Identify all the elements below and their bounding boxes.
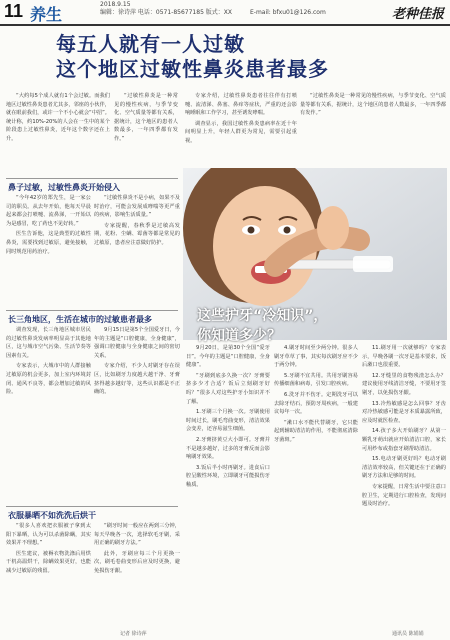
body-paragraph: “漱口水不能代替刷牙，它只能起到辅助清洁的作用，不能彻底清除牙菌斑。” bbox=[274, 419, 358, 443]
body-paragraph: 13.冷热敏感是怎么回事？牙齿对冷热敏感可能是牙本质暴露所致，应及时就医检查。 bbox=[362, 400, 446, 424]
divider bbox=[6, 506, 178, 507]
body-paragraph: 医生建议，被褥衣物洗涤后用烘干机高温烘干，除螨效果更好，也能减少过敏原的残留。 bbox=[6, 550, 91, 574]
body-paragraph: 调查发现，长三角地区城市居民的过敏性鼻炎发病率明显高于其他地区，这与城市空气污染、生活节奏等因素有关。 bbox=[6, 327, 91, 359]
body-paragraph: 9月15日是第5个全国爱牙日，今年的主题是“口腔健康，全身健康”，强调口腔健康与全身健康之间的密切关系。 bbox=[94, 327, 180, 359]
photo-title bbox=[197, 306, 327, 346]
body-paragraph: 专家提醒，春秋季是过敏高发期，花粉、尘螨、霉菌等都是常见的过敏原，患者应注意做好防护。 bbox=[94, 222, 180, 246]
section-title: 养生 bbox=[30, 5, 63, 24]
intro-right bbox=[114, 92, 178, 174]
top-right-text bbox=[300, 92, 446, 164]
body-paragraph: 医生告诉他，这是典型的过敏性鼻炎，需要找到过敏原，避免接触，同时规范用药治疗。 bbox=[6, 231, 91, 255]
body-paragraph: “今年42岁的郑先生，是一家公司的职员。从去年开始，他每天早晨起来都会打喷嚏、流鼻涕，一开始以为是感冒，吃了药也不见好转。” bbox=[6, 195, 91, 227]
section-heading-2: 长三角地区，生活在城市的过敏患者最多 bbox=[8, 315, 152, 324]
left-column-e bbox=[6, 522, 91, 636]
masthead-editor: 编辑：徐诗萍 电话：0571-85677185 版式：XX bbox=[100, 9, 233, 16]
body-paragraph: “过敏性鼻炎不是小病，如果不及时治疗，可能会发展成哮喘等更严重的疾病，影响生活质量。” bbox=[94, 195, 180, 219]
byline: 通讯员 陈娟娟 bbox=[392, 631, 424, 637]
photo-title-line-1: 这些护牙“冷知识”， bbox=[197, 308, 328, 324]
page-number: 11 bbox=[4, 1, 24, 21]
section-heading-3: 衣服暴晒不如洗洗后烘干 bbox=[8, 511, 96, 520]
photo-title-line-2: 你知道多少？ bbox=[197, 328, 281, 344]
mid-intro-paragraph: 调查显示，我国过敏性鼻炎患病率在近十年间明显上升，年轻人群更为常见，需要引起重视。 bbox=[185, 120, 297, 144]
body-paragraph: 5.牙刷不宜共用。共用牙刷容易传播细菌和病毒，引发口腔疾病。 bbox=[274, 372, 358, 388]
left-column-a bbox=[6, 194, 91, 306]
mid-intro-paragraph: 专家介绍，过敏性鼻炎患者往往伴有打喷嚏、流清涕、鼻塞、鼻痒等症状，严重的还会影响睡眠和工作学习，甚至诱发哮喘。 bbox=[185, 93, 297, 117]
mid-intro bbox=[185, 92, 297, 164]
body-paragraph: 2.牙膏挤黄豆大小即可。牙膏并不是越多越好，过多的牙膏反而会影响刷牙效果。 bbox=[186, 436, 270, 461]
headline bbox=[56, 32, 329, 82]
paper-name: 老种佳报 bbox=[391, 7, 444, 22]
left-column-d bbox=[94, 326, 180, 506]
body-paragraph: 11.刷牙用一次就够吗？专家表示，早晚各刷一次牙是基本要求，饭后漱口也很重要。 bbox=[362, 345, 446, 369]
body-paragraph: 12.牙缝里的食物残渣怎么办？建议使用牙线清洁牙缝，不要用牙签剔牙，以免损伤牙龈。 bbox=[362, 372, 446, 396]
body-paragraph: “牙刷到底多久换一次？牙膏要挤多少才合适？饭后立刻刷牙好吗？”很多人对这些护牙小知识并不了解。 bbox=[186, 372, 270, 405]
byline: 记者 徐诗萍 bbox=[120, 631, 147, 637]
body-paragraph: 专家介绍，不少人对刷牙存在误区，比如刷牙力度越大越干净、牙膏挤得越多越好等，这些认识都是不正确的。 bbox=[94, 363, 180, 396]
headline-line-1: 每五人就有一人过敏 bbox=[56, 32, 245, 56]
right-column-a bbox=[186, 344, 270, 634]
left-column-b bbox=[94, 194, 180, 306]
body-paragraph: 6.洗牙并不伤牙。定期洗牙可以去除牙结石，预防牙周疾病，一般建议每年一次。 bbox=[274, 391, 358, 416]
right-column-c bbox=[362, 344, 446, 630]
body-paragraph: 此外，牙刷应每三个月更换一次，刷毛卷曲变形后应及时更换，避免损伤牙龈。 bbox=[94, 550, 180, 574]
body-paragraph: 专家提醒，日常生活中要注意口腔卫生，定期进行口腔检查，发现问题及时治疗。 bbox=[362, 483, 446, 508]
left-column-c bbox=[6, 326, 91, 506]
masthead-email: E-mail: bfxu01@126.com bbox=[250, 9, 326, 16]
body-paragraph: 9月20日，是第30个全国“爱牙日”。今年的主题是“口腔健康，全身健康”。 bbox=[186, 345, 270, 369]
body-paragraph: “过敏性鼻炎是一种常见的慢性疾病，与季节变化、空气质量等都有关系，据统计，这个地区的患者人数最多，一年四季都有发作。” bbox=[300, 93, 446, 117]
masthead-date: 2018.9.15 bbox=[100, 1, 131, 8]
masthead-info bbox=[100, 1, 232, 17]
body-paragraph: 15.电动牙刷更好吗？电动牙刷清洁效率较高，但关键还在于正确的刷牙方法和足够的时间。 bbox=[362, 456, 446, 480]
body-paragraph: 1.牙刷三个月换一次。牙刷使用时间过长，刷毛弯曲变形，清洁效果会变差，还容易滋生细菌。 bbox=[186, 409, 270, 433]
body-paragraph: “刷牙时间一般应在两到三分钟，每天早晚各一次，选择软毛牙刷，采用正确的刷牙方法。” bbox=[94, 523, 180, 547]
right-column-b bbox=[274, 344, 358, 634]
masthead bbox=[0, 0, 450, 26]
body-paragraph: 14.孩子多大开始刷牙？从第一颗乳牙萌出就应开始清洁口腔，家长可用纱布或指套牙刷帮助清洁。 bbox=[362, 428, 446, 452]
intro-paragraph: “过敏性鼻炎是一种常见的慢性疾病，与季节变化、空气质量等都有关系，据统计，这个地区的患者人数最多，一年四季都有发作。” bbox=[114, 93, 178, 142]
intro-paragraph: “大约每5个成人就有1个会过敏。而我们地区过敏性鼻炎患者尤其多，邻座的小伙伴，就在眼前我们，或许一个不小心就会“中招”。统计称，约10%-20%的人会在一生中的某个阶段患上过敏性鼻炎，近年这个数字还在上升。 bbox=[6, 93, 110, 142]
headline-block bbox=[0, 28, 450, 88]
body-paragraph: 专家表示，大城市中的人群接触过敏原的机会更多，加上室内环境封闭、通风不良等，都会增加过敏的风险。 bbox=[6, 363, 91, 396]
left-column-f bbox=[94, 522, 180, 632]
headline-line-2: 这个地区过敏性鼻炎患者最多 bbox=[56, 57, 329, 81]
body-paragraph: 4.刷牙时间至少两分钟。很多人刷牙草草了事，其实每次刷牙应不少于两分钟。 bbox=[274, 345, 358, 369]
intro-left bbox=[6, 92, 110, 174]
body-paragraph: 3.饭后半小时再刷牙。进食后口腔呈酸性环境，立即刷牙可能损伤牙釉质。 bbox=[186, 464, 270, 488]
body-paragraph: “很多人喜欢把衣服被子拿到太阳下暴晒，认为可以杀菌除螨，其实效果并不理想。” bbox=[6, 523, 91, 547]
section-heading-1: 鼻子过敏，过敏性鼻炎开始侵入 bbox=[8, 183, 120, 192]
divider bbox=[6, 310, 178, 311]
divider bbox=[6, 178, 178, 179]
